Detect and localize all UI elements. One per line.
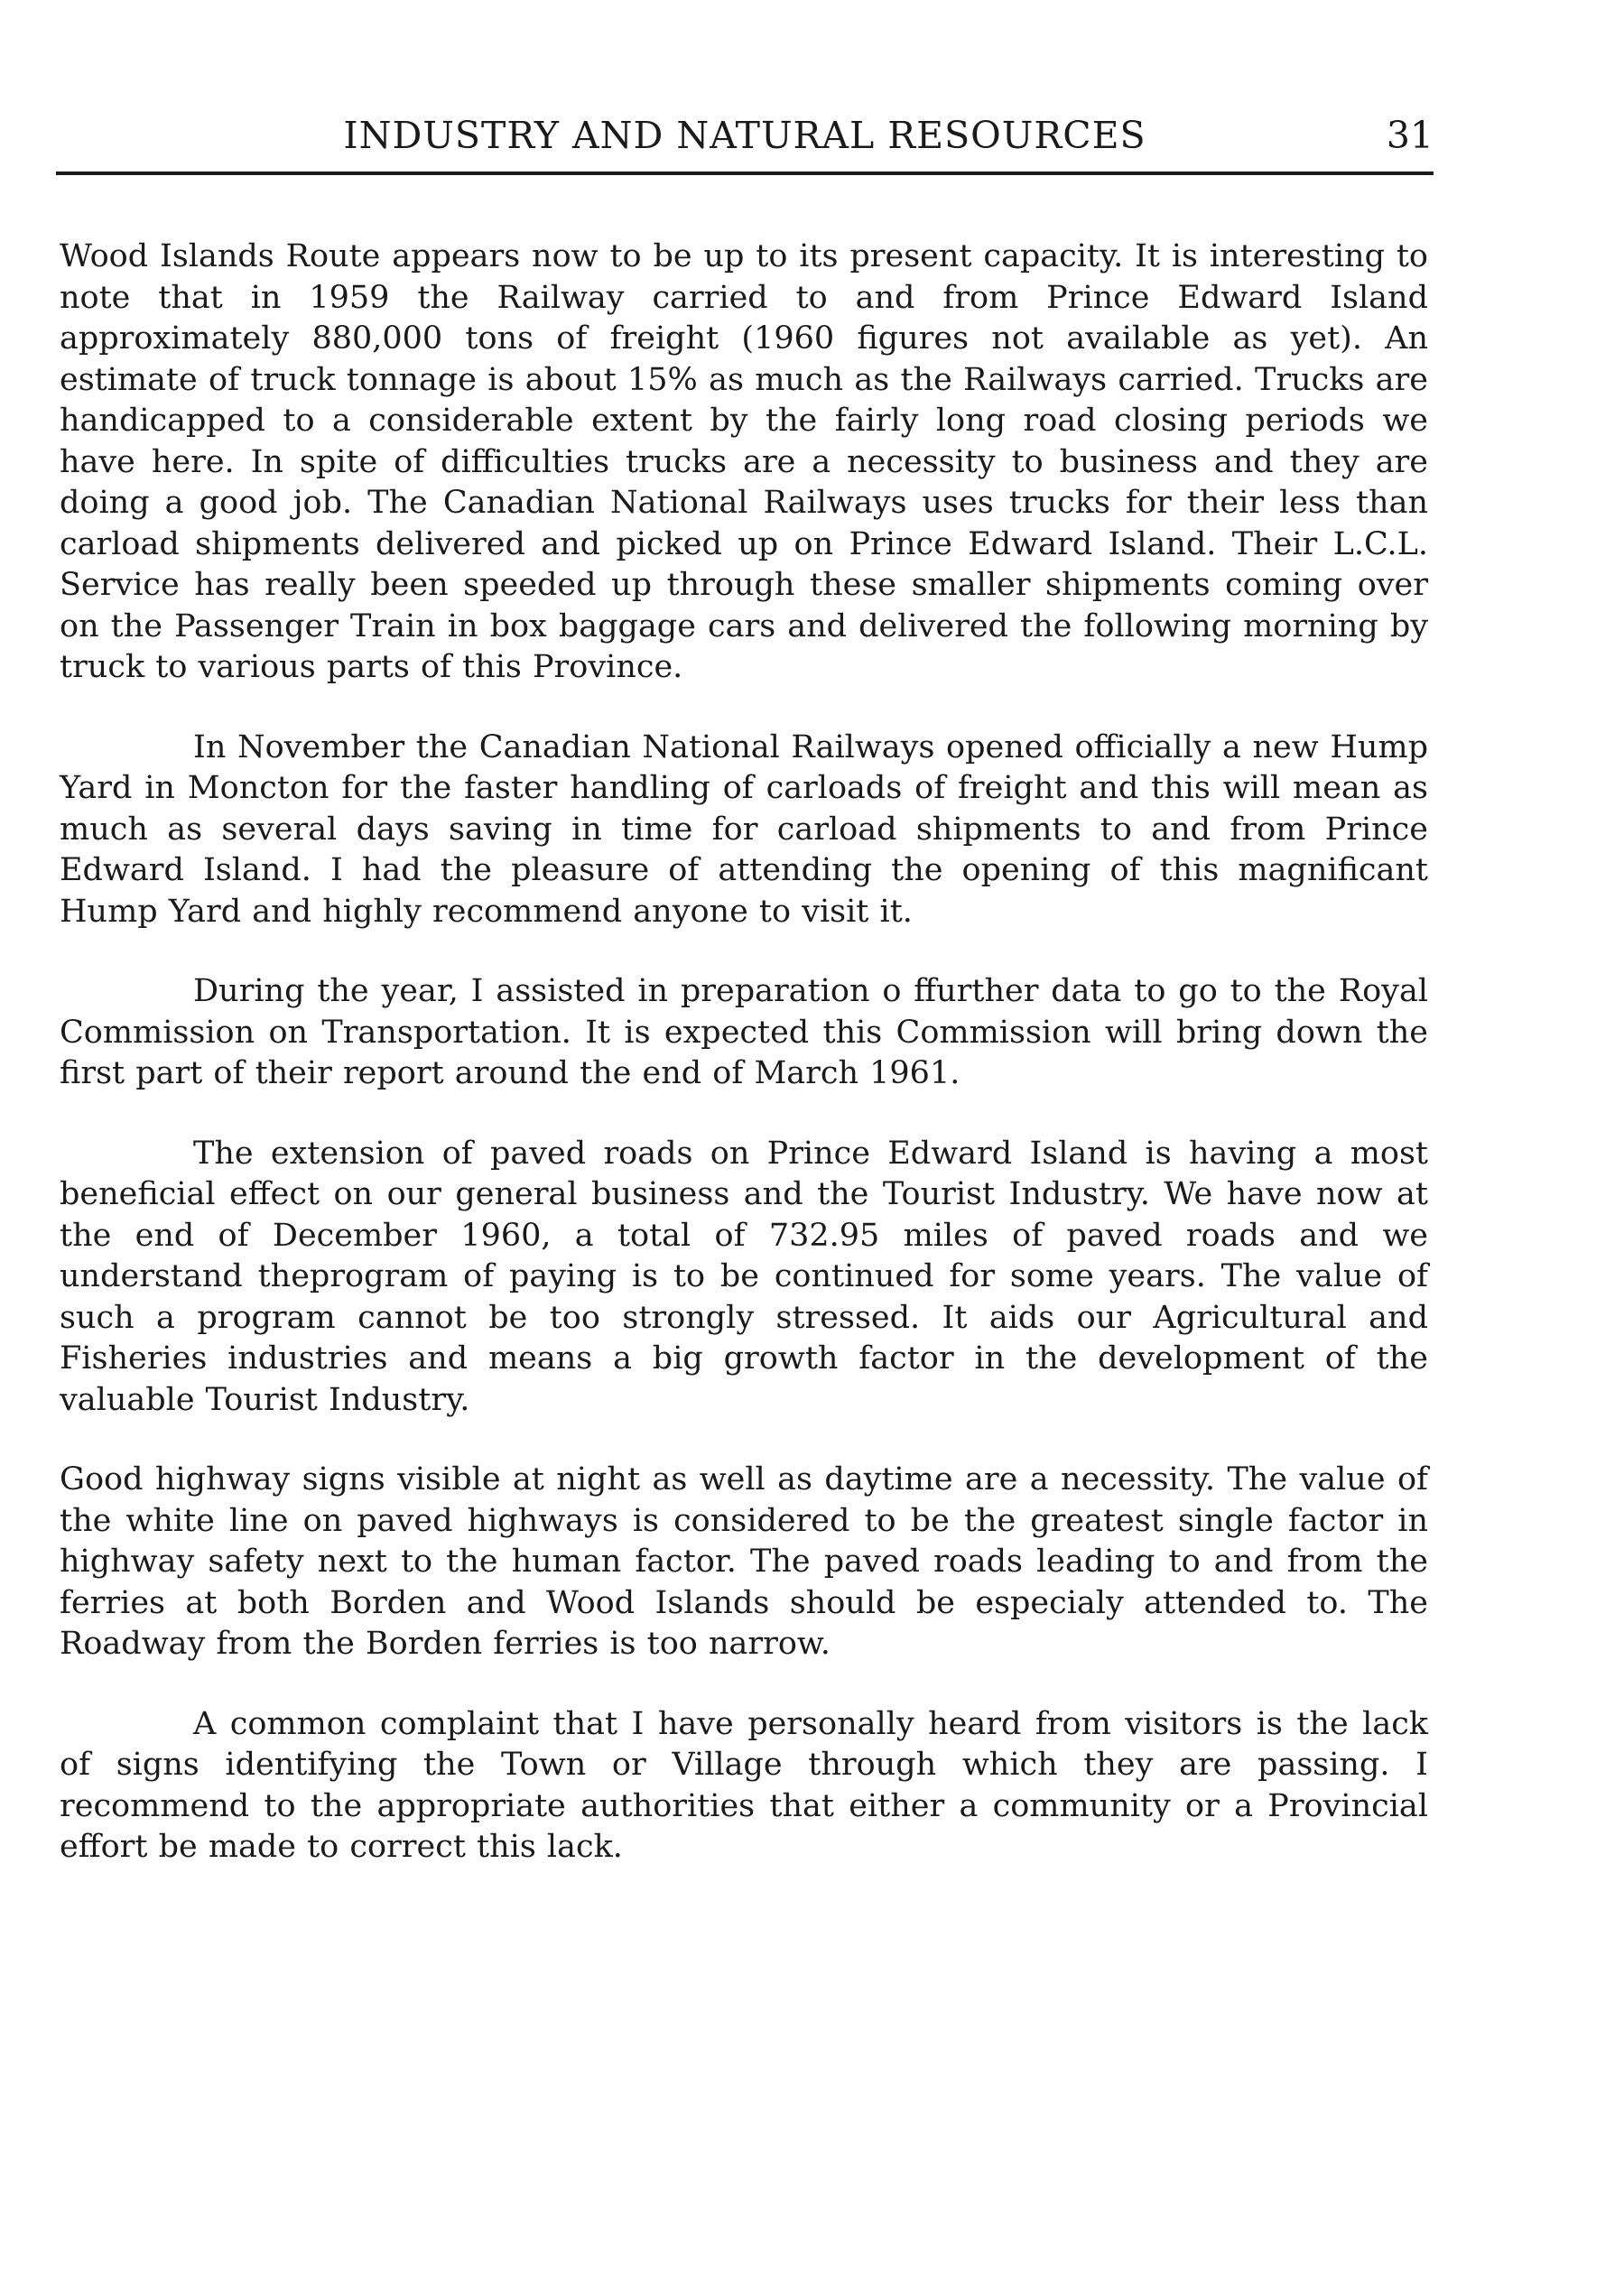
body-text: [60, 236, 1428, 1868]
header-rule: [56, 172, 1434, 175]
running-header: [56, 108, 1434, 162]
paragraph-hump-yard: In November the Canadian National Railways opened officially a new Hump Yard in Moncton for the faster handling of carloads of freight and this will mean as much as several days saving in time for carload shipments to and from Prince Edward Island. I had the pleasure of attending the opening of this magnificant Hump Yard and highly recommend anyone to visit it.: [60, 728, 1428, 930]
paragraph-royal-commission: During the year, I assisted in preparation o ffurther data to go to the Royal Commission on Transportation. It is expected this Commission will bring down the first part of their report around the end of March 1961.: [60, 973, 1428, 1091]
running-title: INDUSTRY AND NATURAL RESOURCES: [343, 114, 1146, 157]
paragraph-town-signs: A common complaint that I have personally heard from visitors is the lack of signs identifying the Town or Village through which they are passing. I recommend to the appropriate authorities that either a community or a Provincial effort be made to correct this lack.: [60, 1705, 1428, 1865]
page-number: 31: [1386, 114, 1434, 157]
paragraph-highway-signs: Good highway signs visible at night as well as daytime are a necessity. The value of the white line on paved highways is considered to be the greatest single factor in highway safety next to the human factor. The paved roads leading to and from the ferries at both Borden and Wood Islands should be especialy attended to. The Roadway from the Borden ferries is too narrow.: [60, 1461, 1428, 1662]
paragraph-paved-roads: The extension of paved roads on Prince Edward Island is having a most beneficial effect on our general business and the Tourist Industry. We have now at the end of December 1960, a total of 732.95 miles of paved roads and we understand theprogram of paying is to be continued for some years. The value of such a program cannot be too strongly stressed. It aids our Agricultural and Fisheries industries and means a big growth factor in the development of the valuable Tourist Industry.: [60, 1135, 1428, 1418]
paragraph-ferry-freight: Wood Islands Route appears now to be up to its present capacity. It is interesting to note that in 1959 the Railway carried to and from Prince Edward Island approximately 880,000 tons of freight (1960 figures not available as yet). An estimate of truck tonnage is about 15% as much as the Railways carried. Trucks are handicapped to a considerable extent by the fairly long road closing periods we have here. In spite of difficulties trucks are a necessity to business and they are doing a good job. The Canadian National Railways uses trucks for their less than carload shipments delivered and picked up on Prince Edward Island. Their L.C.L. Service has really been speeded up through these smaller shipments coming over on the Passenger Train in box baggage cars and delivered the following morning by truck to various parts of this Province.: [60, 238, 1428, 685]
